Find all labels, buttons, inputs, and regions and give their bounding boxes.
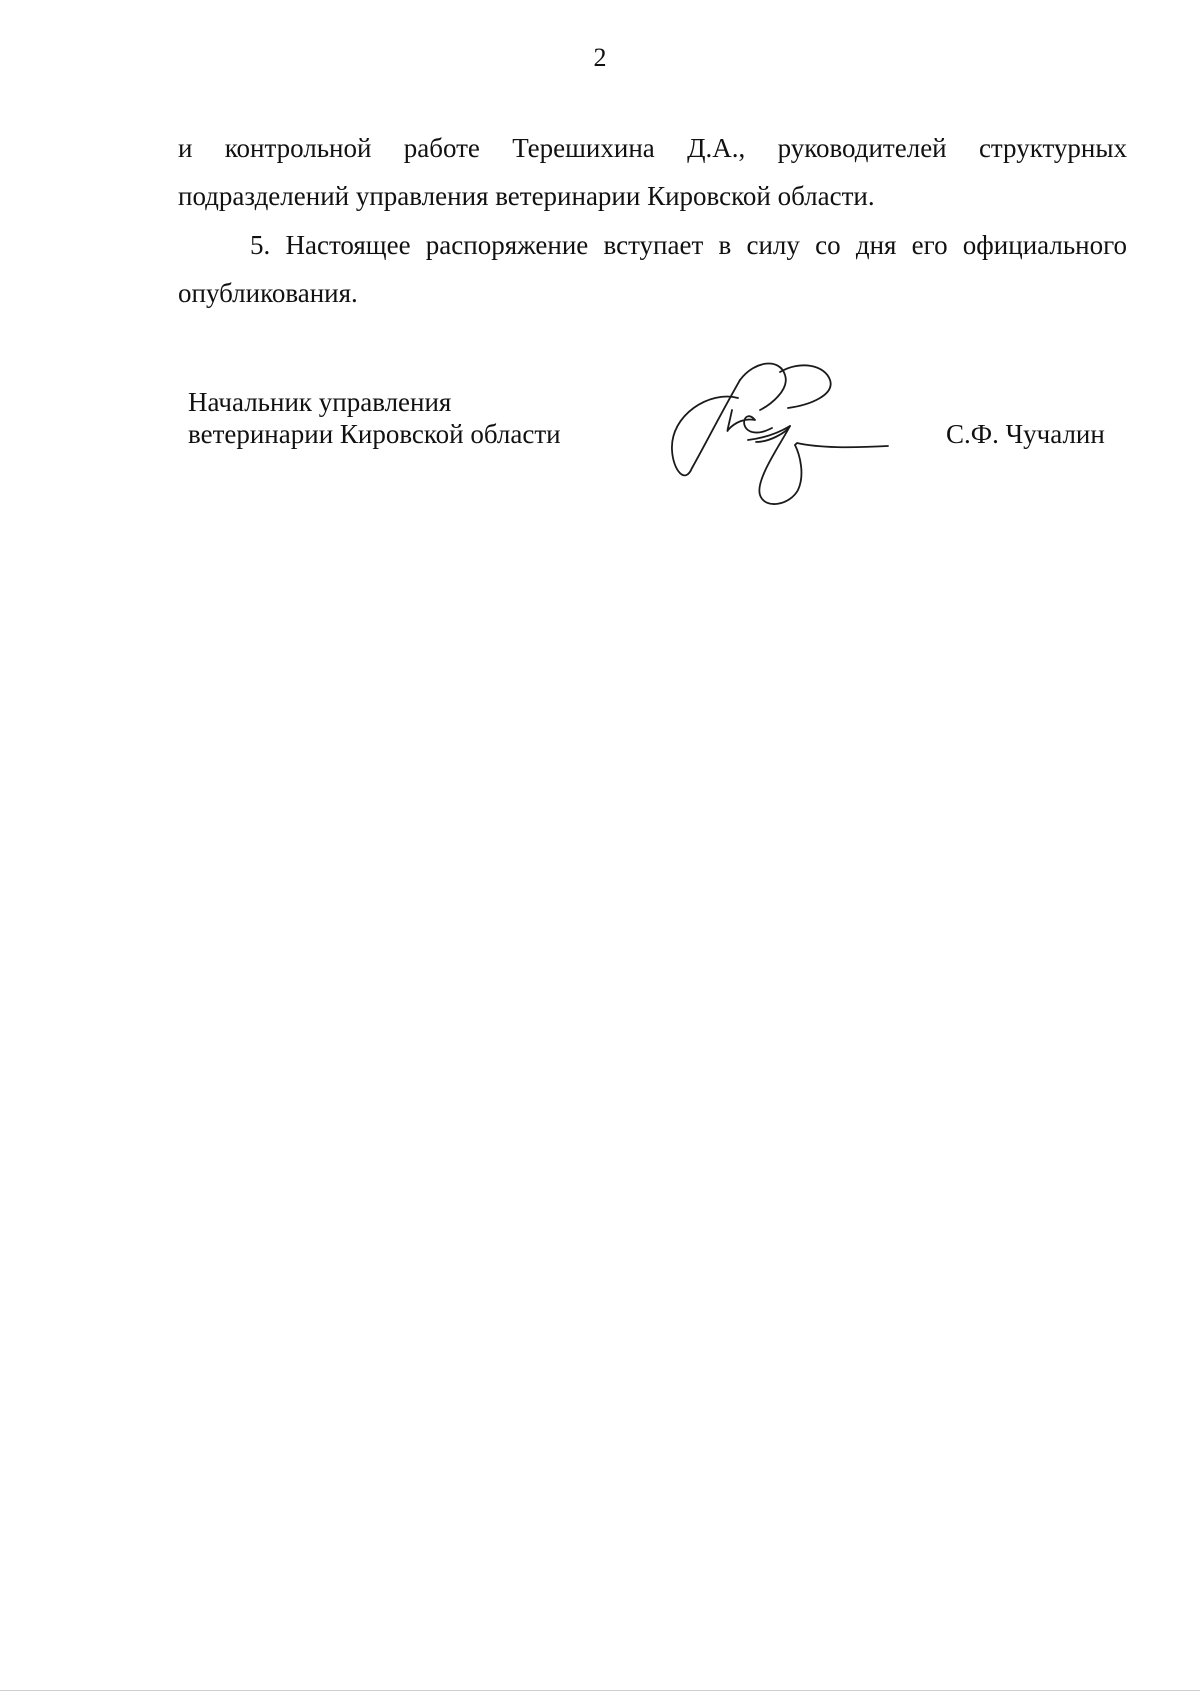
paragraph-item-5: 5. Настоящее распоряжение вступает в силу со дня его официального опубликования. bbox=[178, 230, 1127, 308]
paragraph-continuation: и контрольной работе Терешихина Д.А., руководителей структурных подразделений управления ветеринарии Кировской области. bbox=[178, 133, 1127, 211]
signer-name: С.Ф. Чучалин bbox=[946, 419, 1105, 449]
signer-position bbox=[188, 386, 561, 450]
handwritten-signature-icon bbox=[660, 360, 900, 510]
signer-position-line-2: ветеринарии Кировской области bbox=[188, 419, 561, 449]
page-number: 2 bbox=[593, 43, 607, 72]
signer-position-line-1: Начальник управления bbox=[188, 387, 452, 417]
bottom-edge-line bbox=[0, 1690, 1200, 1691]
